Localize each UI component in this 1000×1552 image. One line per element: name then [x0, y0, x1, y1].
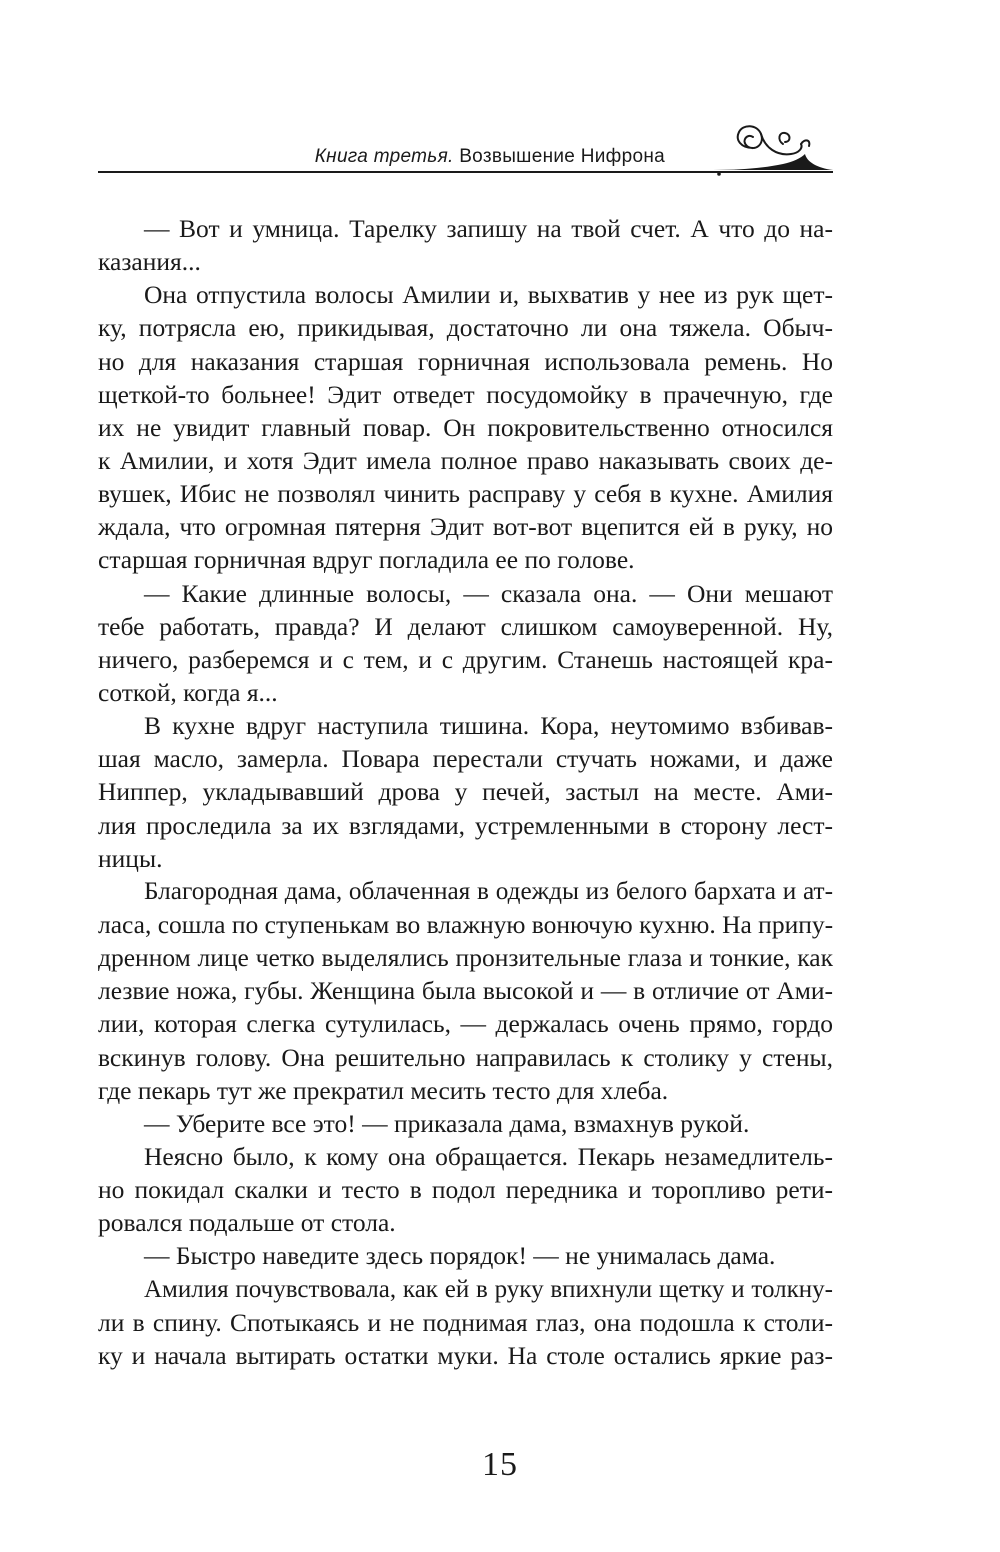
- text-line: ку и начала вытирать остатки муки. На столе остались яркие раз-: [98, 1340, 833, 1370]
- text-line: но для наказания старшая горничная использовала ремень. Но: [98, 346, 833, 376]
- text-line: ровался подальше от стола.: [98, 1208, 396, 1238]
- page-number: 15: [482, 1446, 518, 1483]
- text-line: соткой, когда я...: [98, 677, 278, 707]
- text-line: Ниппер, укладывавший дрова у печей, застыл на месте. Ами-: [98, 777, 833, 807]
- text-line: В кухне вдруг наступила тишина. Кора, неутомимо взбивав-: [144, 711, 833, 741]
- text-line: шая масло, замерла. Повара перестали стучать ножами, и даже: [98, 744, 833, 774]
- text-line: вушек, Ибис не позволял чинить расправу у себя в кухне. Амилия: [98, 479, 833, 509]
- text-line: тебе работать, правда? И делают слишком самоуверенной. Ну,: [98, 611, 833, 641]
- text-line: щеткой-то больнее! Эдит отведет посудомойку в прачечную, где: [98, 379, 833, 409]
- text-line: ничего, разберемся и с тем, и с другим. Станешь настоящей кра-: [98, 644, 833, 674]
- text-line: старшая горничная вдруг погладила ее по голове.: [98, 545, 635, 575]
- header-title: [315, 146, 665, 168]
- text-line: ли в спину. Спотыкаясь и не поднимая глаз, она подошла к столи-: [98, 1307, 833, 1337]
- text-line: их не увидит главный повар. Он покровительственно относился: [98, 412, 833, 442]
- flourish-ornament-icon: [713, 118, 833, 180]
- text-line: Она отпустила волосы Амилии и, выхватив у нее из рук щет-: [144, 280, 833, 310]
- text-line: где пекарь тут же прекратил месить тесто для хлеба.: [98, 1075, 669, 1105]
- text-line: к Амилии, и хотя Эдит имела полное право наказывать своих де-: [98, 445, 833, 475]
- text-line: лии, которая слегка сутулилась, — держалась очень прямо, гордо: [98, 1009, 833, 1039]
- text-line: но покидал скалки и тесто в подол передника и торопливо рети-: [98, 1175, 833, 1205]
- text-line: ку, потрясла ею, прикидывая, достаточно ли она тяжела. Обыч-: [98, 313, 833, 343]
- text-line: ласа, сошла по ступенькам во влажную вонючую кухню. На припу-: [98, 909, 834, 939]
- text-line: казания...: [98, 247, 201, 277]
- text-line: дренном лице четко выделялись пронзительные глаза и тонкие, как: [98, 943, 833, 973]
- text-line: — Какие длинные волосы, — сказала она. — Они мешают: [144, 578, 833, 608]
- text-line: лия проследила за их взглядами, устремленными в сторону лест-: [98, 810, 833, 840]
- book-title: Возвышение Нифрона: [459, 146, 665, 167]
- text-line: Благородная дама, облаченная в одежды из белого бархата и ат-: [144, 876, 833, 905]
- text-line: вскинув голову. Она решительно направилась к столику у стены,: [98, 1042, 833, 1072]
- text-line: — Быстро наведите здесь порядок! — не унималась дама.: [144, 1241, 776, 1271]
- book-part-label: Книга третья.: [314, 146, 454, 167]
- text-line: Неясно было, к кому она обращается. Пекарь незамедлитель-: [144, 1141, 833, 1171]
- text-line: Амилия почувствовала, как ей в руку впихнули щетку и толкну-: [144, 1275, 833, 1303]
- text-line: — Уберите все это! — приказала дама, взмахнув рукой.: [144, 1108, 750, 1138]
- body-text: [98, 212, 833, 1372]
- text-line: — Вот и умница. Тарелку запишу на твой счет. А что до на-: [144, 214, 833, 243]
- text-line: лезвие ножа, губы. Женщина была высокой и — в отличие от Ами-: [98, 976, 833, 1006]
- text-line: ждала, что огромная пятерня Эдит вот-вот вцепится ей в руку, но: [98, 512, 833, 542]
- running-header: [98, 118, 833, 188]
- text-line: ницы.: [98, 843, 163, 873]
